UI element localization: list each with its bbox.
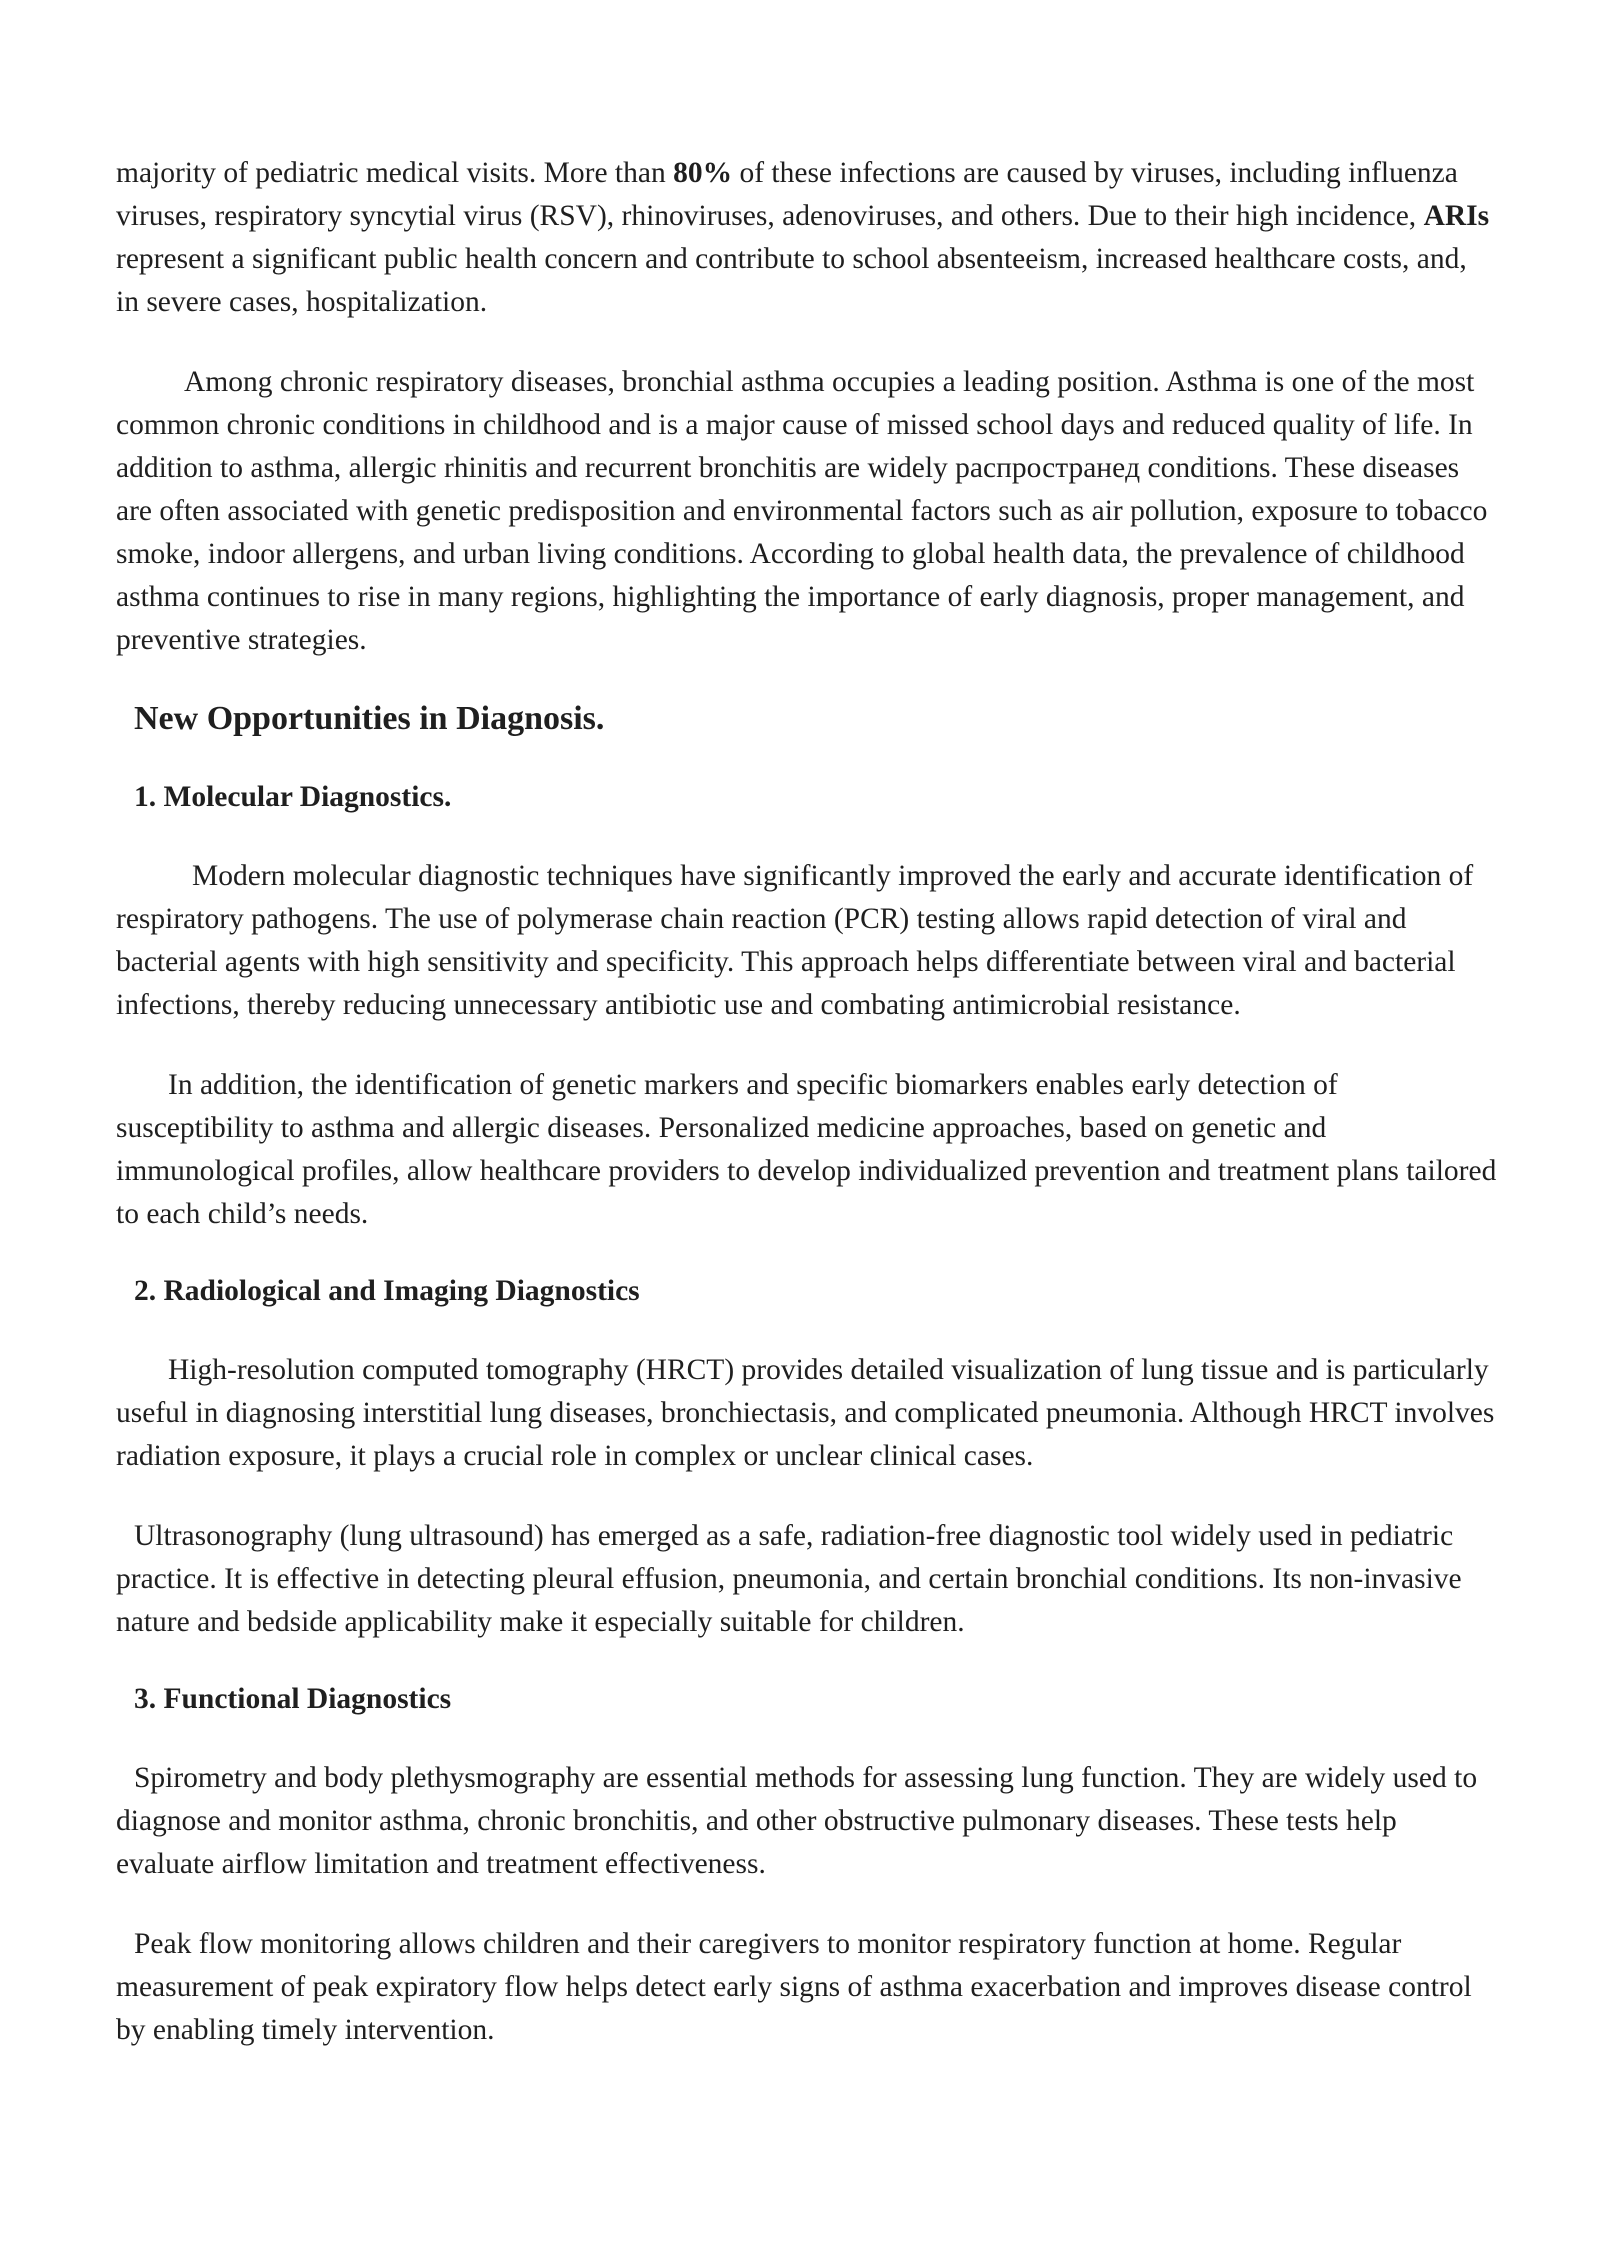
functional-paragraph-1: Spirometry and body plethysmography are essential methods for assessing lung function. They are widely used to diagnose and monitor asthma, chronic bronchitis, and other obstructive pulmonary diseases. These tests help evaluate airflow limitation and treatment effectiveness. xyxy=(116,1762,1478,1880)
imaging-paragraph-2: Ultrasonography (lung ultrasound) has emerged as a safe, radiation-free diagnostic tool widely used in pediatric practice. It is effective in detecting pleural effusion, pneumonia, and certain bronchial conditions. Its non-invasive nature and bedside applicability make it especially suitable for children. xyxy=(116,1520,1462,1638)
subsection-heading-imaging: 2. Radiological and Imaging Diagnostics xyxy=(134,1275,640,1307)
asthma-paragraph: Among chronic respiratory diseases, bronchial asthma occupies a leading position. Asthma is one of the most common chronic conditions in childhood and is a major cause of missed school days and reduced quality of life. In addition to asthma, allergic rhinitis and recurrent bronchitis are widely распространeд conditions. These diseases are often associated with genetic predisposition and environmental factors such as air pollution, exposure to tobacco smoke, indoor allergens, and urban living conditions. According to global health data, the prevalence of childhood asthma continues to rise in many regions, highlighting the importance of early diagnosis, proper management, and preventive strategies. xyxy=(116,366,1488,656)
molecular-paragraph-2: In addition, the identification of genetic markers and specific biomarkers enables early detection of susceptibility to asthma and allergic diseases. Personalized medicine approaches, based on genetic and immunological profiles, allow healthcare providers to develop individualized prevention and treatment plans tailored to each child’s needs. xyxy=(116,1069,1497,1230)
intro-bold-percent: 80% xyxy=(673,157,733,189)
intro-text-part2: of these infections are caused by viruses, including influenza viruses, respiratory syncytial virus (RSV), rhinoviruses, adenoviruses, and others. Due to their high incidence, xyxy=(116,157,1458,232)
section-title: New Opportunities in Diagnosis. xyxy=(134,700,605,737)
molecular-paragraph-1: Modern molecular diagnostic techniques have significantly improved the early and accurate identification of respiratory pathogens. The use of polymerase chain reaction (PCR) testing allows rapid detection of viral and bacterial agents with high sensitivity and specificity. This approach helps differentiate between viral and bacterial infections, thereby reducing unnecessary antibiotic use and combating antimicrobial resistance. xyxy=(116,860,1474,1021)
subsection-heading-molecular: 1. Molecular Diagnostics. xyxy=(134,781,452,813)
intro-text-part3: represent a significant public health concern and contribute to school absenteeism, increased healthcare costs, and, in severe cases, hospitalization. xyxy=(116,243,1467,318)
intro-bold-aris: ARIs xyxy=(1423,200,1490,232)
intro-text-part1: majority of pediatric medical visits. More than xyxy=(116,157,674,189)
intro-continuation-paragraph xyxy=(116,152,1497,324)
subsection-heading-functional: 3. Functional Diagnostics xyxy=(134,1683,452,1715)
imaging-paragraph-1: High-resolution computed tomography (HRCT) provides detailed visualization of lung tissue and is particularly useful in diagnosing interstitial lung diseases, bronchiectasis, and complicated pneumonia. Although HRCT involves radiation exposure, it plays a crucial role in complex or unclear clinical cases. xyxy=(116,1354,1495,1472)
functional-paragraph-2: Peak flow monitoring allows children and their caregivers to monitor respiratory function at home. Regular measurement of peak expiratory flow helps detect early signs of asthma exacerbation and improves disease control by enabling timely intervention. xyxy=(116,1928,1472,2046)
